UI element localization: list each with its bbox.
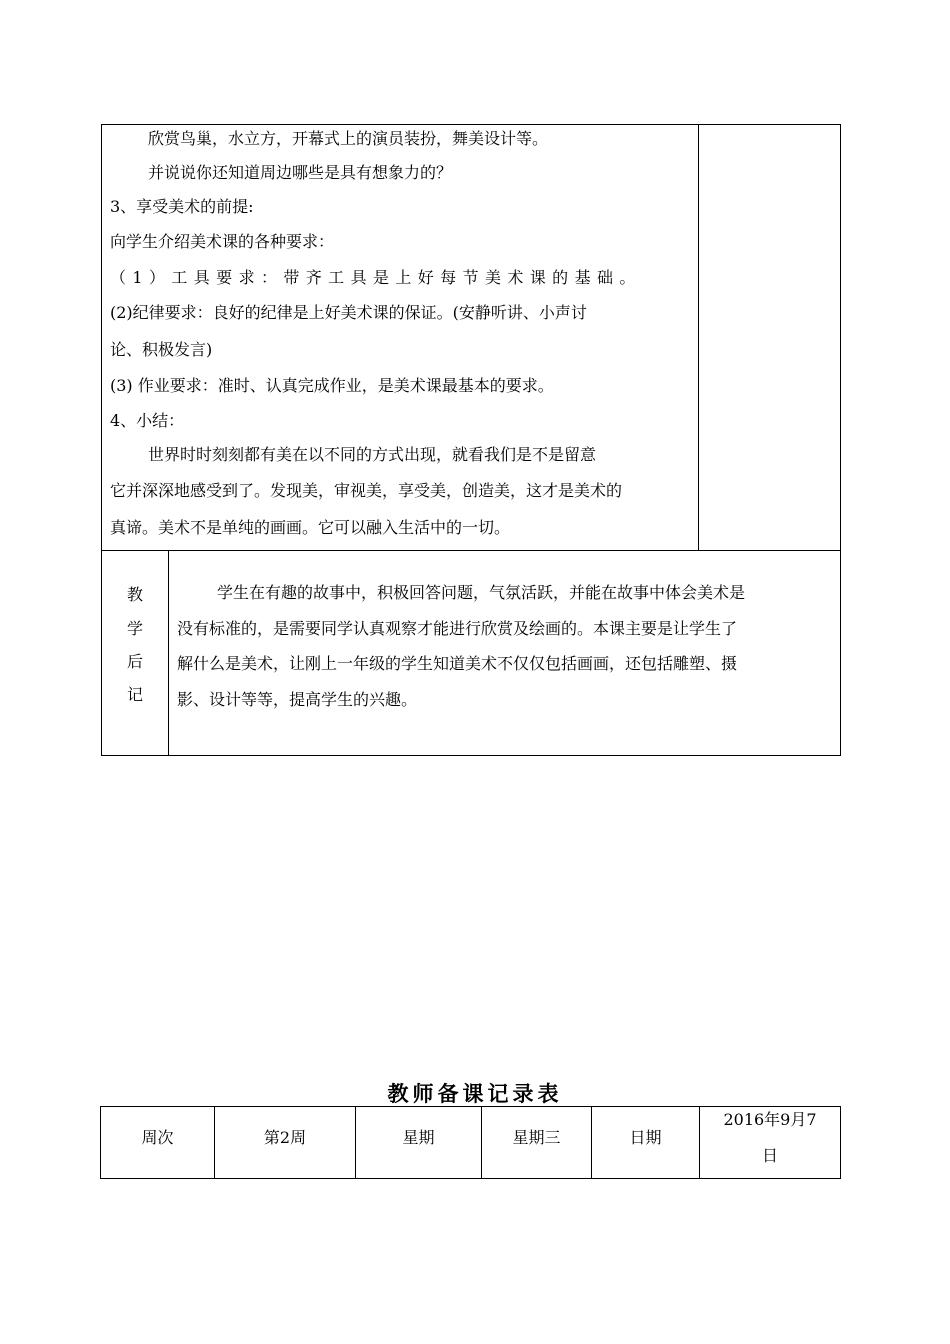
postscript-line: 影、设计等等，提高学生的兴趣。 — [177, 690, 418, 709]
lesson-side-cell — [699, 125, 840, 550]
week-label-cell — [101, 1107, 215, 1178]
postscript-label-char: 学 — [126, 619, 143, 638]
postscript-text-cell — [169, 551, 840, 755]
postscript-line: 学生在有趣的故事中，积极回答问题，气氛活跃，并能在故事中体会美术是 — [217, 583, 746, 602]
weekday-label-cell — [356, 1107, 482, 1178]
content-line: (3) 作业要求：准时、认真完成作业，是美术课最基本的要求。 — [110, 376, 554, 395]
postscript-label-char: 后 — [126, 652, 143, 671]
date-label: 日期 — [629, 1128, 662, 1147]
content-line: 并说说你还知道周边哪些是具有想象力的？ — [148, 163, 453, 182]
weekday-label: 星期 — [402, 1128, 435, 1147]
content-line: 欣赏鸟巢，水立方，开幕式上的演员装扮，舞美设计等。 — [148, 129, 549, 148]
postscript-label-char: 记 — [126, 685, 143, 704]
lesson-record-table — [100, 1106, 841, 1179]
postscript-line: 解什么是美术，让刚上一年级的学生知道美术不仅仅包括画画，还包括雕塑、摄 — [177, 654, 738, 673]
postscript-label-char: 教 — [126, 585, 143, 604]
date-value: 2016年9月7 — [723, 1110, 817, 1129]
content-line: 3、享受美术的前提: — [110, 197, 254, 216]
date-label-cell — [592, 1107, 700, 1178]
week-value: 第2周 — [263, 1128, 307, 1147]
lesson-process-cell — [102, 125, 699, 550]
lesson-content-table — [101, 124, 841, 756]
week-label: 周次 — [141, 1128, 174, 1147]
postscript-line: 没有标准的，是需要同学认真观察才能进行欣赏及绘画的。本课主要是让学生了 — [177, 619, 738, 638]
week-value-cell — [215, 1107, 356, 1178]
date-value-continued: 日 — [761, 1146, 778, 1165]
date-value-cell — [700, 1107, 840, 1178]
content-line: (2)纪律要求：良好的纪律是上好美术课的保证。(安静听讲、小声讨 — [110, 303, 587, 322]
content-line: 论、积极发言) — [110, 340, 213, 359]
postscript-label-cell — [102, 551, 169, 755]
content-line: 真谛。美术不是单纯的画画。它可以融入生活中的一切。 — [110, 518, 511, 537]
content-line: 世界时时刻刻都有美在以不同的方式出现，就看我们是不是留意 — [148, 445, 597, 464]
postscript-row — [102, 551, 840, 755]
weekday-value: 星期三 — [512, 1128, 561, 1147]
lesson-process-row — [102, 125, 840, 551]
content-line: 它并深深地感受到了。发现美，审视美，享受美，创造美，这才是美术的 — [110, 481, 623, 500]
content-line: 向学生介绍美术课的各种要求： — [110, 232, 335, 251]
record-table-title: 教师备课记录表 — [387, 1081, 563, 1106]
content-line: 4、小结： — [110, 411, 185, 430]
content-line: （1）工具要求：带齐工具是上好每节美术课的基础。 — [110, 268, 642, 287]
weekday-value-cell — [482, 1107, 592, 1178]
